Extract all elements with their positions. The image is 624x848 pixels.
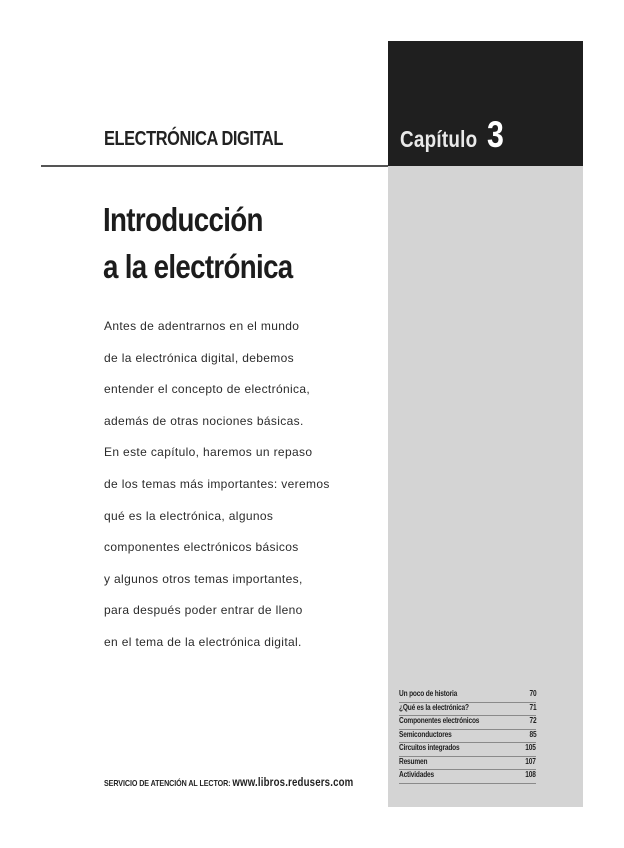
toc-item-page: 85	[529, 729, 536, 739]
toc-item-label: Actividades	[399, 770, 435, 779]
toc-item-page: 108	[525, 770, 536, 779]
intro-line: entender el concepto de electrónica,	[104, 382, 311, 397]
book-title: ELECTRÓNICA DIGITAL	[104, 128, 283, 150]
chapter-label	[400, 114, 507, 156]
toc-item-page: 107	[525, 756, 536, 766]
intro-line: qué es la electrónica, algunos	[104, 508, 274, 523]
toc-item-label: Un poco de historia	[399, 689, 458, 698]
intro-line: de la electrónica digital, debemos	[104, 350, 295, 365]
intro-line: además de otras nociones básicas.	[104, 413, 304, 428]
toc-item-page: 70	[529, 689, 536, 698]
chapter-title	[103, 196, 293, 290]
footer-url-link[interactable]: www.libros.redusers.com	[232, 777, 354, 789]
intro-paragraph	[104, 311, 404, 659]
toc-item[interactable]	[399, 757, 536, 771]
toc-item-label: Circuitos integrados	[399, 743, 460, 752]
chapter-word: Capítulo	[400, 126, 478, 152]
toc-item[interactable]	[399, 716, 536, 730]
intro-line: en el tema de la electrónica digital.	[104, 634, 302, 649]
chapter-title-line-2: a la electrónica	[103, 248, 293, 285]
table-of-contents	[399, 689, 536, 784]
header-divider	[41, 165, 388, 167]
toc-item[interactable]	[399, 730, 536, 744]
intro-line: de los temas más importantes: veremos	[104, 476, 330, 491]
toc-item[interactable]	[399, 770, 536, 784]
toc-item-page: 71	[529, 702, 536, 712]
toc-item-label: ¿Qué es la electrónica?	[399, 702, 469, 712]
toc-item-label: Semiconductores	[399, 729, 452, 739]
toc-item-page: 105	[525, 743, 536, 752]
toc-item[interactable]	[399, 689, 536, 703]
footer-label: SERVICIO DE ATENCIÓN AL LECTOR:	[104, 778, 233, 788]
intro-line: En este capítulo, haremos un repaso	[104, 445, 313, 460]
toc-item[interactable]	[399, 703, 536, 717]
toc-item-page: 72	[529, 716, 536, 725]
chapter-title-line-1: Introducción	[103, 201, 263, 238]
intro-line: Antes de adentrarnos en el mundo	[104, 319, 300, 333]
intro-line: componentes electrónicos básicos	[104, 540, 299, 555]
toc-item-label: Componentes electrónicos	[399, 716, 480, 725]
toc-item-label: Resumen	[399, 756, 428, 766]
intro-line: y algunos otros temas importantes,	[104, 571, 303, 586]
chapter-number: 3	[486, 114, 504, 155]
footer	[104, 773, 353, 791]
toc-item[interactable]	[399, 743, 536, 757]
intro-line: para después poder entrar de lleno	[104, 603, 303, 618]
